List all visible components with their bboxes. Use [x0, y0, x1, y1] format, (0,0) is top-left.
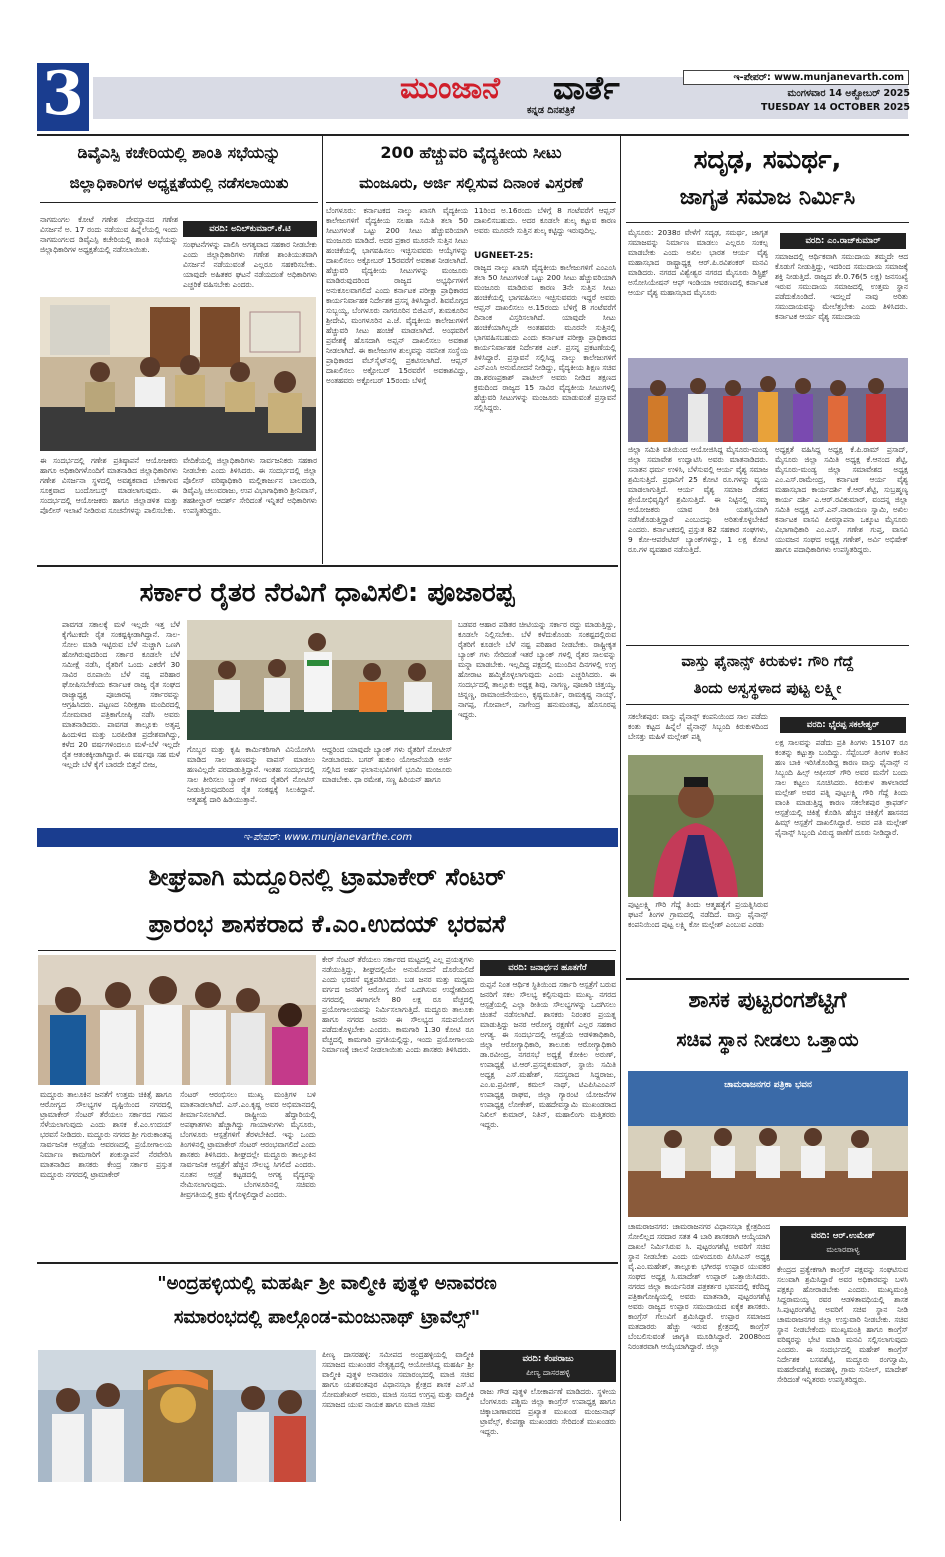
headline: ಜಾಗೃತ ಸಮಾಜ ನಿರ್ಮಿಸಿ [679, 185, 856, 210]
column-divider [322, 136, 323, 564]
body-text: ಪೀಣ್ಯ ದಾಸರಹಳ್ಳಿ: ಸಮೀಪದ ಅಂದ್ರಹಳ್ಳಿಯಲ್ಲಿ ವಾಲ್ಮೀಕಿ ಸಮಾಜದ ಮುಖಂಡರ ನೇತೃತ್ವದಲ್ಲಿ ಆಯೋಜಿಸಿದ್ದ ಮಹರ್ಷಿ ಶ್ರೀ ವಾಲ್ಮೀಕಿ ಪುತ್ಥಳಿ ಅನಾವರಣ ಸಮಾರಂಭದಲ್ಲಿ ಮಾಜಿ ಸಚಿವ ಹಾಗೂ ಯಶವಂತಪುರ ವಿಧಾನಸಭಾ ಕ್ಷೇತ್ರದ ಶಾಸಕ ಎಸ್.ಟಿ ಸೋಮಶೇಖರ್ ಅವರು, ಮಾಜಿ ಸಂಸದ ಉಗ್ರಪ್ಪ ಮತ್ತು ವಾಲ್ಮೀಕಿ ಸಮಾಜದ ಯುವ ನಾಯಕ ಹಾಗೂ ಮಾಜಿ ಸಚಿವ [322, 1350, 474, 1409]
headline: ಪ್ರಾರಂಭ ಶಾಸಕರಾದ ಕೆ.ಎಂ.ಉದಯ್ ಭರವಸೆ [148, 910, 506, 938]
body-text: ರಾಜ್ಯದ ನಾಲ್ಕು ಖಾಸಗಿ ವೈದ್ಯಕೀಯ ಕಾಲೇಜುಗಳಿಗೆ ಎಂಎಂಸಿ ತಲಾ 50 ಸೀಟುಗಳಂತೆ ಒಟ್ಟು 200 ಸೀಟು ಹೆಚ್ಚುವರಿಯಾಗಿ ಮಂಜೂರು ಮಾಡಿರುವ ಕಾರಣ 3ನೇ ಸುತ್ತಿನ ಸೀಟು ಹಂಚಿಕೆಯಲ್ಲಿ ಭಾಗವಹಿಸಲು ಇಚ್ಛಿಸುವವರು ಇದ್ದರೆ ಅವರು ಆಪ್ಷನ್ ದಾಖಲಿಸಲು ಅ.15ರಂದು ಬೆಳಿಗ್ಗೆ 8 ಗಂಟೆವರೆಗೆ ದಿನಾಂಕ ವಿಸ್ತರಿಸಲಾಗಿದೆ. ಯಾವುದೇ ಸೀಟು ಹಂಚಿಕೆಯಾಗಿಲ್ಲದೇ ಅಂತಹವರು ಮೂರನೇ ಸುತ್ತಿನಲ್ಲಿ ಭಾಗವಹಿಸಬಹುದು ಎಂದು ಕರ್ನಾಟಕ ಪರೀಕ್ಷಾ ಪ್ರಾಧಿಕಾರದ ಕಾರ್ಯನಿರ್ವಾಹಕ ನಿರ್ದೇಶಕ ಎಚ್. ಪ್ರಸನ್ನ ಪ್ರಕಟಣೆಯಲ್ಲಿ ತಿಳಿಸಿದ್ದಾರೆ. ಪ್ರಸ್ತಾವನೆ ಸಲ್ಲಿಸಿದ್ದ ನಾಲ್ಕು ಕಾಲೇಜುಗಳಿಗೆ ಎನ್ಎಂಸಿ ಅನುಮೋದನೆ ನೀಡಿದ್ದು, ವೈದ್ಯಕೀಯ ಶಿಕ್ಷಣ ಸಚಿವ ಡಾ.ಶರಣಪ್ರಕಾಶ್ ಪಾಟೀಲ್ ಅವರು ನೀಡಿದ ತಕ್ಷಣದ ಕ್ರಮದಿಂದ ರಾಜ್ಯದ 15 ಸಾವಿರ ವೈದ್ಯಕೀಯ ಸೀಟುಗಳಲ್ಲಿ ಹೆಚ್ಚುವರಿ ಸೀಟುಗಳನ್ನು ಮಂಜೂರು ಮಾಡುವಂತೆ ಪ್ರಸ್ತಾವನೆ ಸಲ್ಲಿಸಿದ್ದರು. [474, 263, 616, 412]
body-text: ರಾಜು ಗೌಡ ಪುತ್ಥಳಿ ಲೋಕಾರ್ಪಣೆ ಮಾಡಿದರು. ಸ್ಥಳೀಯ ಬೆಂಗಳೂರು ಪಶ್ಚಿಮ ಜಿಲ್ಲಾ ಕಾಂಗ್ರೆಸ್ ಉಪಾಧ್ಯಕ್ಷ ಹಾಗೂ ಚಿಕ್ಕಾಬಾಣಾವರದ ಪ್ರಖ್ಯಾತ ಮುಖಂಡ ಮಂಜುನಾಥ್ ಟ್ರಾವೆಲ್ಸ್, ಕೆಂಪಣ್ಣಾ ಮುಖಂಡರು ಸೇರಿದಂತೆ ಮುಖಂಡರು ಇದ್ದರು. [480, 1387, 616, 1436]
divider [37, 565, 618, 567]
subhead: UGNEET-25: [474, 251, 534, 261]
date-english: TUESDAY 14 OCTOBER 2025 [761, 102, 910, 113]
headline: ಸಚಿವ ಸ್ಥಾನ ನೀಡಲು ಒತ್ತಾಯ [676, 1029, 859, 1051]
photo-banner-text: ಚಾಮರಾಜನಗರ ಪತ್ರಿಕಾ ಭವನ [724, 1080, 812, 1090]
epaper-url[interactable]: ಇ-ಪೇಪರ್: www.munjanevarth.com [733, 72, 904, 83]
photo-event [628, 358, 908, 442]
masthead-tagline: ಕನ್ನಡ ದಿನಪತ್ರಿಕೆ [527, 105, 575, 116]
body-text: ಸೆಂಟರ್ ಆರಂಭಿಸಲು ಮುಖ್ಯ ಮಂತ್ರಿಗಳ ಬಳಿ ಮಾತನಾಡಲಾಗಿದೆ. ಎಸ್.ಎಂ.ಕೃಷ್ಣ ಅವರ ಅಭಿಮಾನದಲ್ಲಿ ತೀರ್ಮಾನಿಸಲಾಗಿದೆ. ರಾಷ್ಟ್ರೀಯ ಹೆದ್ದಾರಿಯಲ್ಲಿ ಅಪಘಾತಗಳು ಹೆಚ್ಚಾಗಿದ್ದು ಗಾಯಾಳುಗಳು ಮೈಸೂರು, ಬೆಂಗಳೂರು ಆಸ್ಪತ್ರೆಗಳಿಗೆ ತೆರಳಬೇಕಿದೆ. ಇನ್ನು ಒಂದು ತಿಂಗಳಿನಲ್ಲಿ ಟ್ರಾಮಾಕೇರ್ ಸೆಂಟರ್ ಆರಂಭವಾಗಲಿದೆ ಎಂದು ಶಾಸಕರು ತಿಳಿಸಿದರು. ಶೀಘ್ರದಲ್ಲೇ ಮದ್ದೂರು ತಾಲ್ಲೂಕಿನ ಸಾರ್ವಜನಿಕ ಆಸ್ಪತ್ರೆಗೆ ಹೆಚ್ಚಿನ ಸೌಲಭ್ಯ ಸಿಗಲಿದೆ ಎಂದರು. ನೂತನ ಆಸ್ಪತ್ರೆ ಕಟ್ಟಡದಲ್ಲಿ ಅಗತ್ಯ ವೈದ್ಯರನ್ನು ನೇಮಿಸಲಾಗುವುದು. ಬೆಂಗಳೂರಿನಲ್ಲಿ ಸಚಿವರು ತೀವ್ರಗತಿಯಲ್ಲಿ ಕ್ರಮ ಕೈಗೊಳ್ಳಲಿದ್ದಾರೆ ಎಂದರು. [180, 1090, 316, 1199]
page-number: 3 [42, 59, 84, 129]
body-text: ನಾಗಮಂಗಲ ಕೋಟೆ ಗಣೇಶ ದೇವಸ್ಥಾನದ ಗಣೇಶ ವಿಸರ್ಜನೆ ಅ. 17 ರಂದು ನಡೆಯುವ ಹಿನ್ನೆಲೆಯಲ್ಲಿ ಇಂದು ನಾಗಮಂಗಲದ ಡಿವೈಎಸ್ಪಿ ಕಚೇರಿಯಲ್ಲಿ ಶಾಂತಿ ಸಭೆಯನ್ನು ಜಿಲ್ಲಾಧಿಕಾರಿಗಳ ಅಧ್ಯಕ್ಷತೆಯಲ್ಲಿ ನಡೆಸಲಾಯಿತು. [40, 215, 178, 254]
headline: ಡಿವೈಎಸ್ಪಿ ಕಚೇರಿಯಲ್ಲಿ ಶಾಂತಿ ಸಭೆಯನ್ನು [77, 143, 281, 162]
body-text: ಸಕಲೇಶಪುರ: ವಾಸ್ತು ಫೈನಾನ್ಸ್ ಕಂಪನಿಯಿಂದ ಸಾಲ ಪಡೆದು ಕಂತು ಕಟ್ಟದ ಹಿನ್ನೆಲೆ ಫೈನಾನ್ಸ್ ಸಿಬ್ಬಂದಿ ಕಿರುಕುಳದಿಂದ ಬೇಸತ್ತು ಮಹಿಳೆ ಮಲ್ಲೇಶ್ ಪತ್ನಿ [628, 712, 768, 741]
body-text: ಈ ಸಂದರ್ಭದಲ್ಲಿ ಗಣೇಶ ಪ್ರತಿಷ್ಠಾಪನೆ ಆಯೋಜಕರು ಹಾಗೂ ಅಧಿಕಾರಿಗಳೊಂದಿಗೆ ಮಾತನಾಡಿದ ಜಿಲ್ಲಾಧಿಕಾರಿಗಳು ಗಣೇಶ ವಿಸರ್ಜನಾ ಸ್ಥಳದಲ್ಲಿ ಅವಶ್ಯಕವಾದ ಬೇಕಾಗುವ ಸೂಕ್ತವಾದ ಬಂದೋಬಸ್ತ್ ಮಾಡಲಾಗುವುದು. ಈ ಸಂದರ್ಭದಲ್ಲಿ ಆಯೋಜಕರು ಹಾಗೂ ಜಿಲ್ಲಾಡಳಿತ ಮತ್ತು ಪೊಲೀಸ್ ಇಲಾಖೆ ನೀಡಿರುವ ಸೂಚನೆಗಳನ್ನು ಪಾಲಿಸಬೇಕು. [40, 456, 178, 515]
photo-press-meet [187, 620, 452, 740]
divider [626, 978, 909, 980]
masthead-name-part1: ಮುಂಜಾನೆ [400, 71, 500, 106]
body-text: ಮೈಸೂರು: 2038ರ ವೇಳೆಗೆ ಸದೃಢ, ಸಮರ್ಥ, ಜಾಗೃತ ಸಮಾಜವನ್ನು ನಿರ್ಮಾಣ ಮಾಡಲು ಎಲ್ಲರೂ ಸಂಕಲ್ಪ ಮಾಡಬೇಕು ಎಂದು ಅಖಿಲ ಭಾರತ ಆರ್ಯ ವೈಶ್ಯ ಮಹಾಸಭಾದ ರಾಷ್ಟ್ರಾಧ್ಯಕ್ಷ ಆರ್.ಪಿ.ರವಿಶಂಕರ್ ಮನವಿ ಮಾಡಿದರು. ನಗರದ ವಿಶ್ವೇಶ್ವರ ನಗರದ ಮೈಸೂರು ಡಿಸ್ಟ್ರಿಕ್ಟ್ ಅಸೋಸಿಯೇಷನ್ ಆಫ್ ಇಂಡಿಯಾ ಆವರಣದಲ್ಲಿ ಕರ್ನಾಟಕ ಆರ್ಯ ವೈಶ್ಯ ಮಹಾಸಭಾದ ಮೈಸೂರು [628, 228, 768, 297]
body-text: ಲಕ್ಷ ಸಾಲವನ್ನು ಪಡೆದು ಪ್ರತಿ ತಿಂಗಳು 15107 ರೂ ಕಂತನ್ನು ಕಟ್ಟುತ್ತಾ ಬಂದಿದ್ದು. ಸೆಪ್ಟೆಂಬರ್ ತಿಂಗಳ ಕಂತಿನ ಹಣ ಬಾಕಿ ಇರಿಸಿಕೊಂಡಿದ್ದ ಕಾರಣ ವಾಸ್ತು ಫೈನಾನ್ಸ್ ನ ಸಿಬ್ಬಂದಿ ಹಿಲ್ಸ್ ಆಫೀಸರ್ ಗೌರಿ ಅವರ ಮನೆಗೆ ಬಂದು ಸಾಲ ಕಟ್ಟಲು ಸೂಚಿಸಿದರು. ಕಿರುಕುಳ ತಾಳಲಾರದೆ ಮಲ್ಲೇಶ್ ಅವರ ಪತ್ನಿ ಪುಟ್ಟಲಕ್ಷ್ಮಿ ಗೌರಿ ಗೆದ್ದೆ ತಿಂದು ವಾಂತಿ ಮಾಡುತ್ತಿದ್ದ ಕಾರಣ ಸಕಲೇಶಪುರ ಕ್ರಾಫರ್ಡ್ ಆಸ್ಪತ್ರೆಯಲ್ಲಿ ಚಿಕಿತ್ಸೆ ಕೊಡಿಸಿ ಹೆಚ್ಚಿನ ಚಿಕಿತ್ಸೆಗೆ ಹಾಸನದ ಹಿಮ್ಸ್ ಆಸ್ಪತ್ರೆಗೆ ದಾಖಲಿಸಿದ್ದಾರೆ. ಅವರ ಪತಿ ಮಲ್ಲೇಶ್ ಫೈನಾನ್ಸ್ ಸಿಬ್ಬಂದಿ ವಿರುದ್ಧ ಠಾಣೆಗೆ ದೂರು ನೀಡಿದ್ದಾರೆ. [775, 738, 908, 837]
byline [780, 1226, 906, 1260]
divider [326, 202, 616, 203]
body-text: ಜಿಲ್ಲಾ ಸಮಿತಿ ವತಿಯಿಂದ ಆಯೋಜಿಸಿದ್ದ ಮೈಸೂರು-ಮಂಡ್ಯ ಜಿಲ್ಲಾ ಸಮಾವೇಶ ಉದ್ಘಾಟಿಸಿ ಅವರು ಮಾತನಾಡಿದರು. ಸನಾತನ ಧರ್ಮ ಉಳಿಸಿ, ಬೆಳೆಸುವಲ್ಲಿ ಆರ್ಯ ವೈಶ್ಯ ಸಮಾಜ ಶ್ರಮಿಸುತ್ತಿದೆ. ಪ್ರಧಾನಿಗೆ 25 ಕೋಟಿ ರೂ.ಗಳನ್ನು ವ್ಯಯ ಮಾಡಲಾಗುತ್ತಿದೆ. ಆರ್ಯ ವೈಶ್ಯ ಸಮಾಜ ದೇಶದ ಶ್ರೇಯೋಭಿವೃದ್ಧಿಗೆ ಶ್ರಮಿಸುತ್ತಿದೆ. ಈ ನಿಟ್ಟಿನಲ್ಲಿ ನಮ್ಮ ಆಯೋಜಕರು ಯಾವ ರೀತಿ ಯಶಸ್ವಿಯಾಗಿ ನಡೆಸಿಕೊಡುತ್ತಿದ್ದಾರೆ ಎಂಬುದನ್ನು ಅರಿತುಕೊಳ್ಳಬೇಕಿದೆ ಎಂದರು. ಕರ್ನಾಟಕದಲ್ಲಿ ಪ್ರಸ್ತುತ 82 ಸಹಕಾರ ಸಂಘಗಳು, 9 ಕೋ-ಆಪರೇಟಿವ್ ಬ್ಯಾಂಕ್‌ಗಳಿದ್ದು, 1 ಲಕ್ಷ ಕೋಟಿ ರೂ.ಗಳ ವ್ಯವಹಾರ ನಡೆಸುತ್ತಿದೆ. [628, 445, 768, 554]
photo-woman [628, 755, 763, 897]
body-text: ಗೊಬ್ಬರ ಮತ್ತು ಕೃಷಿ ಕಾರ್ಮಿಕರಿಗಾಗಿ ವಿನಿಯೋಗಿಸಿ ಮಾಡಿದ ಸಾಲ ಹಣವನ್ನು ವಾಪಸ್ ಮಾಡಲು ಹಣವಿಲ್ಲದೇ ಪರದಾಡುತ್ತಿದ್ದಾನೆ. ಇಂತಹ ಸಂದರ್ಭದಲ್ಲಿ ಸಾಲ ತೀರಿಸಲು ಬ್ಯಾಂಕ್ ಗಳಿಂದ ರೈತರಿಗೆ ನೋಟಿಸ್ ನೀಡುತ್ತಿರುವುದರಿಂದ ರೈತ ಸಂಕಷ್ಟಕ್ಕೆ ಸಿಲುಕಿದ್ದಾನೆ. ಆತ್ಮಹತ್ಯೆ ದಾರಿ ಹಿಡಿಯುತ್ತಾನೆ. [187, 745, 315, 804]
headline: ಶೀಘ್ರವಾಗಿ ಮದ್ದೂರಿನಲ್ಲಿ ಟ್ರಾಮಾಕೇರ್ ಸೆಂಟರ್ [148, 863, 506, 891]
photo-meeting [40, 297, 316, 451]
headline: ಜಿಲ್ಲಾಧಿಕಾರಿಗಳ ಅಧ್ಯಕ್ಷತೆಯಲ್ಲಿ ನಡೆಸಲಾಯಿತು [69, 174, 289, 192]
body-text: ಬಡವರ ಆಹಾರ ಪಡಿತರ ಚೀಟಿಯನ್ನು ಸರ್ಕಾರ ರದ್ದು ಮಾಡುತ್ತಿದ್ದು, ಕೂಡಲೇ ನಿಲ್ಲಿಸಬೇಕು. ಬೆಳೆ ಕಳೆದುಕೊಂಡು ಸಂಕಷ್ಟದಲ್ಲಿರುವ ರೈತರಿಗೆ ಕೂಡಲೇ ಬೆಳೆ ನಷ್ಟ ಪರಿಹಾರ ನೀಡಬೇಕು. ರಾಷ್ಟ್ರೀಕೃತ ಬ್ಯಾಂಕ್ ಗಳು ಸೇರಿದಂತೆ ಇತರೆ ಬ್ಯಾಂಕ್ ಗಳಲ್ಲಿ ರೈತರ ಸಾಲವನ್ನು ಮನ್ನಾ ಮಾಡಬೇಕು. ಇಲ್ಲದಿದ್ದ ಪಕ್ಷದಲ್ಲಿ ಮುಂದಿನ ದಿನಗಳಲ್ಲಿ ಉಗ್ರ ಹೋರಾಟ ಹಮ್ಮಿಕೊಳ್ಳಲಾಗುವುದು ಎಂದು ಎಚ್ಚರಿಸಿದರು. ಈ ಸಂದರ್ಭದಲ್ಲಿ ತಾಲ್ಲೂಕು ಅಧ್ಯಕ್ಷ ಶಿವು, ನಾಗಣ್ಣ, ಪೂಜಾರಿ ಚಿತ್ತಯ್ಯ, ಚಿನ್ನಣ್ಣ, ರಾಮಾಂಜಿನೇಯಲು, ಕೃಷ್ಣಮೂರ್ತಿ, ರಾಮಕೃಷ್ಣ ನಾಯ್ಕ್, ನಾಗಪ್ಪ, ಗೋಪಾಲ್, ನಾಗೇಂದ್ರ ಹನುಮಂತಪ್ಪ, ಹೊಸೂರಪ್ಪ ಇದ್ದರು. [458, 620, 616, 719]
body-text: ಕೇರ್ ಸೆಂಟರ್ ತೆರೆಯಲು ಸರ್ಕಾರದ ಮಟ್ಟದಲ್ಲಿ ಎಲ್ಲ ಪ್ರಯತ್ನಗಳು ನಡೆಯುತ್ತಿದ್ದು, ಶೀಘ್ರದಲ್ಲಿಯೇ ಅನುಮೋದನೆ ದೊರೆಯಲಿದೆ ಎಂದು ಭರವಸೆ ವ್ಯಕ್ತಪಡಿಸಿದರು. ಬಡ ಜನರ ಮತ್ತು ಮಧ್ಯಮ ವರ್ಗದ ಜನರಿಗೆ ಆರೋಗ್ಯ ಸೇವೆ ಒದಗಿಸುವ ಉದ್ದೇಶದಿಂದ ನಗರದಲ್ಲಿ ಈಗಾಗಲೇ 80 ಲಕ್ಷ ರೂ ವೆಚ್ಚದಲ್ಲಿ ಪ್ರಯೋಗಾಲಯವನ್ನು ನಿರ್ಮಿಸಲಾಗುತ್ತಿದೆ. ಮದ್ದೂರು ತಾಲೂಕು ಹಾಗೂ ನಗರದ ಜನರು ಈ ಸೌಲಭ್ಯದ ಸದುಪಯೋಗ ಪಡೆದುಕೊಳ್ಳಬೇಕು ಎಂದರು. ಕಾಮಗಾರಿ 1.30 ಕೋಟಿ ರೂ ವೆಚ್ಚದಲ್ಲಿ ಕಾಮಗಾರಿ ಪ್ರಗತಿಯಲ್ಲಿದ್ದು, ಇಂದು ಪ್ರಯೋಗಾಲಯ ನಿರ್ಮಾಣಕ್ಕೆ ಚಾಲನೆ ನೀಡಲಾಯಿತು ಎಂದು ಶಾಸಕರು ತಿಳಿಸಿದರು. [322, 955, 474, 1054]
headline: ಸಮಾರಂಭದಲ್ಲಿ ಪಾಲ್ಗೊಂಡ-ಮಂಜುನಾಥ್ ಟ್ರಾವೆಲ್ಸ್" [173, 1307, 481, 1328]
byline-name: ವರದಿ: ಆರ್.ಉಮೇಶ್ [810, 1231, 876, 1241]
body-text: ಆದ್ದರಿಂದ ಯಾವುದೇ ಬ್ಯಾಂಕ್ ಗಳು ರೈತರಿಗೆ ನೋಟೀಸ್ ನೀಡಬಾರದು. ಬಗರ್ ಹುಕುಂ ಯೋಜನೆಯಡಿ ಅರ್ಜಿ ಸಲ್ಲಿಸಿದ ಅರ್ಹ ಫಲಾನುಭವಿಗಳಿಗೆ ಭೂಮಿ ಮಂಜೂರು ಮಾಡಬೇಕು. ಧಾ ರಮೇಶ, ಸಣ್ಣ ಹಿರಿಯನ್ ಹಾಗೂ [322, 745, 452, 784]
headline: ಮಂಜೂರು, ಅರ್ಜಿ ಸಲ್ಲಿಸುವ ದಿನಾಂಕ ವಿಸ್ತರಣೆ [359, 174, 583, 192]
headline: ಶಾಸಕ ಪುಟ್ಟರಂಗಶೆಟ್ಟಿಗೆ [688, 988, 847, 1013]
divider [626, 645, 909, 646]
byline: ವರದಿ: ಜನಾರ್ಧನ ಹೂತಗೆರೆ [480, 960, 615, 976]
byline: ವರದಿ: ಎಂ.ರಾಜ್‌ಕುಮಾರ್ [780, 233, 906, 249]
byline-place: ಪೀಣ್ಯ ದಾಸರಹಳ್ಳಿ [526, 1368, 570, 1377]
body-text: ಚಾಮರಾಜನಗರ: ಚಾಮರಾಜನಗರ ವಿಧಾನಸಭಾ ಕ್ಷೇತ್ರದಿಂದ ಸೋಲಿಲ್ಲದ ಸರದಾರ ಸತತ 4 ಬಾರಿ ಶಾಸಕರಾಗಿ ಆಯ್ಕೆಯಾಗಿ ದಾಖಲೆ ನಿರ್ಮಿಸಿರುವ ಸಿ. ಪುಟ್ಟರಂಗಶೆಟ್ಟಿ ಅವರಿಗೆ ಸಚಿವ ಸ್ಥಾನ ನೀಡಬೇಕು ಎಂದು ಯಳಂದೂರು ಪಿಸಿಸಿಎಸ್ ಅಧ್ಯಕ್ಷ ವೈ.ಎಂ.ಮಹೇಶ್, ತಾಲ್ಲೂಕು ಭಗೀರಥ ಉಪ್ಪಾರ ಯುವಕರ ಸಂಘದ ಅಧ್ಯಕ್ಷ ಸಿ.ಮಾದೇಶ್ ಉಪ್ಪಾರ್ ಒತ್ತಾಯಿಸಿದರು. ನಗರದ ಜಿಲ್ಲಾ ಕಾರ್ಯನಿರತ ಪತ್ರಕರ್ತರ ಭವನದಲ್ಲಿ ಕರೆದಿದ್ದ ಪತ್ರಿಕಾಗೋಷ್ಠಿಯಲ್ಲಿ ಅವರು ಮಾತನಾಡಿ, ಪುಟ್ಟರಂಗಶೆಟ್ಟಿ ಅವರು ರಾಜ್ಯದ ಉಪ್ಪಾರ ಸಮುದಾಯದ ಏಕೈಕ ಶಾಸಕರು. ಕಾಂಗ್ರೆಸ್ ಗೆಲುವಿಗೆ ಶ್ರಮಿಸಿದ್ದಾರೆ. ಉಪ್ಪಾರ ಸಮಾಜದ ಮತದಾರರು ಹೆಚ್ಚು ಇರುವ ಕ್ಷೇತ್ರದಲ್ಲಿ ಕಾಂಗ್ರೆಸ್ ಬೆಂಬಲಿಸುವಂತೆ ಜಾಗೃತಿ ಮೂಡಿಸಿದ್ದಾರೆ. 2008ರಿಂದ ನಿರಂತರವಾಗಿ ಆಯ್ಕೆಯಾಗಿದ್ದಾರೆ. ಜಿಲ್ಲಾ [628, 1222, 770, 1351]
headline: ಸರ್ಕಾರ ರೈತರ ನೆರವಿಗೆ ಧಾವಿಸಲಿ: ಪೂಜಾರಪ್ಪ [139, 578, 515, 608]
body-text: ಬೆಂಗಳೂರು: ಕರ್ನಾಟಕದ ನಾಲ್ಕು ಖಾಸಗಿ ವೈದ್ಯಕೀಯ ಕಾಲೇಜುಗಳಿಗೆ ವೈದ್ಯಕೀಯ ಸಲಹಾ ಸಮಿತಿ ತಲಾ 50 ಸೀಟುಗಳಂತೆ ಒಟ್ಟು 200 ಸೀಟು ಹೆಚ್ಚುವರಿಯಾಗಿ ಮಂಜೂರು ಮಾಡಿದೆ. ಅದರ ಪ್ರಕಾರ ಮೂರನೇ ಸುತ್ತಿನ ಸೀಟು ಹಂಚಿಕೆಯಲ್ಲಿ ಭಾಗವಹಿಸಲು ಇಚ್ಛಿಸುವವರು ಆಯ್ಕೆಗಳನ್ನು ದಾಖಲಿಸಲು ಅಕ್ಟೋಬರ್ 15ರವರೆಗೆ ಅವಕಾಶ ನೀಡಲಾಗಿದೆ. ಹೆಚ್ಚುವರಿ ವೈದ್ಯಕೀಯ ಸೀಟುಗಳನ್ನು ಮಂಜೂರು ಮಾಡಿರುವುದರಿಂದ ರಾಜ್ಯದ ಅಭ್ಯರ್ಥಿಗಳಿಗೆ ಅನುಕೂಲವಾಗಲಿದೆ ಎಂದು ಕರ್ನಾಟಕ ಪರೀಕ್ಷಾ ಪ್ರಾಧಿಕಾರದ ಕಾರ್ಯನಿರ್ವಾಹಕ ನಿರ್ದೇಶಕ ಪ್ರಸನ್ನ ತಿಳಿಸಿದ್ದಾರೆ. ಶಿವಮೊಗ್ಗದ ಸುಬ್ಬಯ್ಯ, ಬೆಂಗಳೂರು ನಾಗರೂರಿನ ಬಿಜಿಎಸ್, ತುಮಕೂರಿನ ಶ್ರೀದೇವಿ, ಮಂಗಳೂರಿನ ಎ.ಜೆ. ವೈದ್ಯಕೀಯ ಕಾಲೇಜುಗಳಿಗೆ ಹೆಚ್ಚುವರಿ ಸೀಟು ಹಂಚಿಕೆ ಮಾಡಲಾಗಿದೆ. ಅಂಥವರಿಗೆ ಪ್ರವೇಶಕ್ಕೆ ಹೊಸದಾಗಿ ಅಪ್ಷನ್ ದಾಖಲಿಸಲು ಅವಕಾಶ ನೀಡಲಾಗಿದೆ. ಈ ಕಾಲೇಜುಗಳ ಶುಲ್ಕವನ್ನು ನವನೀತ ಸಂಸ್ಥೆಯ ಪ್ರಾಧಿಕಾರದ ವೆಬ್‌ಸೈಟ್‌ನಲ್ಲಿ ಪ್ರಕಟಿಸಲಾಗಿದೆ. ಆಪ್ಷನ್ ದಾಖಲಿಸಲು ಅಕ್ಟೋಬರ್ 15ರವರೆಗೆ ಅವಕಾಶವಿದ್ದು, ಅಂತಹವರು ಅಕ್ಟೋಬರ್ 15ರಂದು ಬೆಳಿಗ್ಗೆ [326, 206, 468, 385]
masthead-rule [37, 134, 909, 136]
divider [626, 704, 909, 705]
epaper-strip-text[interactable]: ಇ-ಪೇಪರ್: www.munjanevarthe.com [242, 832, 413, 843]
body-text: ಪುಟ್ಟಲಕ್ಷ್ಮಿ ಗೌರಿ ಗೆದ್ದೆ ತಿಂದು ಆತ್ಮಹತ್ಯೆಗೆ ಪ್ರಯತ್ನಿಸಿರುವ ಘಟನೆ ತಿಂಗಳ ಗ್ರಾಮದಲ್ಲಿ ನಡೆದಿದೆ. ವಾಸ್ತು ಫೈನಾನ್ಸ್ ಕಂಪನಿಯಿಂದ ಪುಟ್ಟ ಲಕ್ಷ್ಮಿ ಕೋ ಮಲ್ಲೇಶ್ ಎಂಬುವ ಎರಡು [628, 900, 768, 929]
body-text: ಕೇಂದ್ರದ ಪ್ರತ್ಯೇಕಗಾಗಿ ಕಾಂಗ್ರೆಸ್ ಪಕ್ಷವನ್ನು ಸಂಘಟಿಸುವ ಸಲುವಾಗಿ ಶ್ರಮಿಸಿದ್ದಾರೆ ಅವರ ಅಧಿಕಾರವನ್ನು ಬಳಸಿ ಪಕ್ಷಕ್ಕೂ ಹೋರಾಡಬೇಕು ಎಂದರು. ಮುಖ್ಯಮಂತ್ರಿ ಸಿದ್ದರಾಮಯ್ಯ ರವರ ಆಡಳಿತಾವಧಿಯಲ್ಲಿ ಶಾಸಕ ಸಿ.ಪುಟ್ಟರಂಗಶೆಟ್ಟಿ ಅವರಿಗೆ ಸಚಿವ ಸ್ಥಾನ ನೀಡಿ ಚಾಮರಾಜನಗರ ಜಿಲ್ಲಾ ಉಸ್ತುವಾರಿ ನೀಡಬೇಕು. ಸಚಿವ ಸ್ಥಾನ ನೀಡಬೇಕೆಂದು ಮುಖ್ಯಮಂತ್ರಿ ಹಾಗೂ ಕಾಂಗ್ರೆಸ್ ವರಿಷ್ಠರನ್ನು ಭೇಟಿ ಮಾಡಿ ಮನವಿ ಸಲ್ಲಿಸಲಾಗುವುದು ಎಂದರು. ಈ ಸಂದರ್ಭದಲ್ಲಿ ಮಹೇಶ್ ಕಾಂಗ್ರೆಸ್ ನಿರ್ದೇಶಕ ಬಸವಶೆಟ್ಟಿ, ಮದ್ದೂರು ರಂಗಸ್ವಾಮಿ, ಮಹದೇವಶೆಟ್ಟಿ ಕಂದಹಳ್ಳಿ, ಗ್ರಾಮ ಸುನೀಲ್, ಮಾದೇಶ್ ಸೇರಿದಂತೆ ಇನ್ನಿತರರು ಉಪಸ್ಥಿತರಿದ್ದರು. [777, 1265, 908, 1384]
byline [480, 1350, 616, 1382]
body-text: ರುಪ್ಪನೆ ನಿಂತ ಆರ್ಥಿಕ ಸ್ಥಿತಿಯಿಂದ ಸರ್ಕಾರಿ ಆಸ್ಪತ್ರೆಗೆ ಬರುವ ಜನರಿಗೆ ಸಕಲ ಸೌಲಭ್ಯ ಕಲ್ಪಿಸುವುದು ಮುಖ್ಯ. ನಗರದ ಆಸ್ಪತ್ರೆಯಲ್ಲಿ ಎಲ್ಲಾ ರೀತಿಯ ಸೌಲಭ್ಯಗಳನ್ನು ಒದಗಿಸಲು ಚಿಂತನೆ ನಡೆಸಲಾಗಿದೆ. ಶಾಸಕರು ನಿರಂತರ ಪ್ರಯತ್ನ ಮಾಡುತ್ತಿದ್ದು ಜನರ ಆರೋಗ್ಯ ರಕ್ಷಣೆಗೆ ಎಲ್ಲರ ಸಹಕಾರ ಅಗತ್ಯ. ಈ ಸಂದರ್ಭದಲ್ಲಿ ಆಸ್ಪತ್ರೆಯ ಆಡಳಿತಾಧಿಕಾರಿ, ಜಿಲ್ಲಾ ಆರೋಗ್ಯಾಧಿಕಾರಿ, ತಾಲೂಕು ಆರೋಗ್ಯಾಧಿಕಾರಿ ಡಾ.ರವೀಂದ್ರ, ನಗರಸಭೆ ಅಧ್ಯಕ್ಷೆ ಕೋಕಿಲ ಅರುಣ್, ಉಪಾಧ್ಯಕ್ಷೆ ಟಿ.ಆರ್.ಪ್ರಸನ್ನಕುಮಾರ್, ಸ್ಥಾಯಿ ಸಮಿತಿ ಅಧ್ಯಕ್ಷ ಎಸ್.ಮಹೇಶ್, ಸದಸ್ಯರಾದ ಸಿದ್ದರಾಜು, ಎಂ.ಐ.ಪ್ರವೀಣ್, ಕಮಲ್ ನಾಥ್, ಟಿಎಪಿಸಿಎಂಎಸ್ ಉಪಾಧ್ಯಕ್ಷ ರಾಘವ, ಜಿಲ್ಲಾ ಗ್ಯಾರಂಟಿ ಯೋಜನೆಗಳ ಉಪಾಧ್ಯಕ್ಷ ಲೋಕೇಶ್, ಮಹದೇವಸ್ವಾಮಿ ಮುಖಂಡರಾದ ನಿಖಿಲ್ ಕುಮಾರ್, ನಿತಿನ್, ಮಹಾಲಿಂಗು ಮತ್ತಿತರರು ಇದ್ದರು. [480, 980, 616, 1129]
masthead-name-part2: ವಾರ್ತೆ [553, 69, 620, 107]
divider [626, 222, 909, 223]
body-text: ಸಮಾಜದಲ್ಲಿ ಆರ್ಥಿಕವಾಗಿ ಸಮುದಾಯ ತಮ್ಮದೇ ಆದ ಕೊಡುಗೆ ನೀಡುತ್ತಿದ್ದು, ಇದರಿಂದ ಸಮುದಾಯ ಸಮಾಜಕ್ಕೆ ಶಕ್ತಿ ನೀಡುತ್ತಿದೆ. ರಾಜ್ಯದ ಶೇ.0.76(5 ಲಕ್ಷ) ಜನಸಂಖ್ಯೆ ಇರುವ ಸಮುದಾಯ ಸಮಾಜದಲ್ಲಿ ಉತ್ತಮ ಸ್ಥಾನ ಪಡೆದುಕೊಂಡಿದೆ. ಇದಲ್ಲದೆ ನಾವು ಅರಿತು ಸಮುದಾಯವನ್ನು ಮೇಲೆತ್ತಬೇಕು ಎಂದು ತಿಳಿಸಿದರು. ಕರ್ನಾಟಕ ಆರ್ಯ ವೈಶ್ಯ ಸಮುದಾಯ [775, 252, 908, 321]
body-text: ಅಧ್ಯಕ್ಷತೆ ವಹಿಸಿದ್ದ ಅಧ್ಯಕ್ಷ ಕೆ.ಪಿ.ರಾಮ್ ಪ್ರಸಾದ್, ಮೈಸೂರು ಜಿಲ್ಲಾ ಸಮಿತಿ ಅಧ್ಯಕ್ಷ ಕೆ.ಆನಂದ ಶೆಟ್ಟಿ, ಮೈಸೂರು-ಮಂಡ್ಯ ಜಿಲ್ಲಾ ಸಮಾವೇಶದ ಅಧ್ಯಕ್ಷ ಎಂ.ಎಸ್.ರಾಮೇಂದ್ರ, ಕರ್ನಾಟಕ ಆರ್ಯ ವೈಶ್ಯ ಮಹಾಸಭಾದ ಕಾರ್ಯದರ್ಶಿ ಕೆ.ಆರ್.ಶೆಟ್ಟಿ, ಸುಬ್ರಹ್ಮಣ್ಯ ಕಾರ್ಯ ದರ್ಶಿ ಎ.ಆರ್.ರವಿಕುಮಾರ್, ವಂದನ್ನ ಜಿಲ್ಲಾ ಸಮಿತಿ ಅಧ್ಯಕ್ಷ ಎಸ್.ಎನ್.ನಾರಾಯಣ ಸ್ವಾಮಿ, ಅಖಿಲ ಕರ್ನಾಟಕ ವಾಸವಿ ಪೀಠಸ್ಥಾಪನಾ ಒಕ್ಕೂಟ ಮೈಸೂರು ವಿಭಾಗಾಧಿಕಾರಿ ಎಂ.ಎಸ್. ಗಣೇಶ ಗುಪ್ತ, ವಾಸವಿ ಯುವಜನ ಸಂಘದ ಅಧ್ಯಕ್ಷ ಗಣೇಶ್, ಅರ್ವಿ ಅಭಿಷೇಕ್ ಹಾಗೂ ಪದಾಧಿಕಾರಿಗಳು ಉಪಸ್ಥಿತರಿದ್ದರು. [775, 445, 908, 554]
column-divider [620, 136, 621, 1521]
byline: ವರದಿ: ಅನಿಲ್‌ಕುಮಾರ್.ಕೆ.ಟಿ [183, 221, 317, 237]
headline: 200 ಹೆಚ್ಚುವರಿ ವೈದ್ಯಕೀಯ ಸೀಟು [380, 143, 562, 162]
divider [37, 1262, 618, 1264]
byline-place: ಮಲಾರಪಾಳ್ಯ [826, 1245, 860, 1254]
headline: "ಅಂದ್ರಹಳ್ಳಿಯಲ್ಲಿ ಮಹರ್ಷಿ ಶ್ರೀ ವಾಲ್ಮೀಕಿ ಪುತ್ಥಳಿ ಅನಾವರಣ [157, 1273, 497, 1294]
date-kannada: ಮಂಗಳವಾರ 14 ಅಕ್ಟೋಬರ್ 2025 [787, 88, 910, 99]
headline: ತಿಂದು ಅಸ್ವಸ್ಥಳಾದ ಪುಟ್ಟ ಲಕ್ಷ್ಮೀ [693, 679, 842, 697]
body-text: 11ರಿಂದ ಅ.16ರಂದು ಬೆಳಿಗ್ಗೆ 8 ಗಂಟೆವರೆಗೆ ಆಪ್ಷನ್ ದಾಖಲಿಸಬಹುದು. ಅದರ ಕೂಡಲೇ ಶುಲ್ಕ ಕಟ್ಟುವ ಕಾರಣ ಅವರು ಮೂರನೇ ಸುತ್ತಿನ ಶುಲ್ಕ ಕಟ್ಟಿದ್ದು ಇರುವುದಿಲ್ಲ. [474, 206, 616, 235]
body-text: ಸಂಘಟನೆಗಳನ್ನು ಪಾಲಿಸಿ ಅಗತ್ಯವಾದ ಸಹಕಾರ ನೀಡಬೇಕು ಎಂದು ಜಿಲ್ಲಾಧಿಕಾರಿಗಳು ಗಣೇಶ ಶಾಂತಿಯುತವಾಗಿ ವಿಸರ್ಜನೆ ನಡೆಯುವಂತೆ ಎಲ್ಲರೂ ಸಹಕರಿಸಬೇಕು. ಯಾವುದೇ ಅಹಿತಕರ ಘಟನೆ ನಡೆಯದಂತೆ ಅಧಿಕಾರಿಗಳು ಎಚ್ಚರಿಕೆ ವಹಿಸಬೇಕು ಎಂದರು. [183, 240, 317, 289]
photo-mla-group [38, 955, 316, 1085]
body-text: ವೇದಿಕೆಯಲ್ಲಿ ಜಿಲ್ಲಾಧಿಕಾರಿಗಳು ಸಾರ್ವಜನಿಕರು ಸಹಕಾರ ನೀಡಬೇಕು ಎಂದು ತಿಳಿಸಿದರು. ಈ ಸಂದರ್ಭದಲ್ಲಿ ಜಿಲ್ಲಾ ಪೊಲೀಸ್ ವರಿಷ್ಠಾಧಿಕಾರಿ ಮಲ್ಲಿಕಾರ್ಜುನ ಬಾಲದಂಡಿ, ಡಿವೈಎಸ್ಪಿ ಚಲುವರಾಜು, ಉಪ ವಿಭಾಗಾಧಿಕಾರಿ ಶ್ರೀನಿವಾಸ್, ತಹಶೀಲ್ದಾರ್ ಆದರ್ಶ್ ಸೇರಿದಂತೆ ಇನ್ನಿತರೆ ಅಧಿಕಾರಿಗಳು ಉಪಸ್ಥಿತರಿದ್ದರು. [183, 456, 317, 515]
masthead [0, 0, 945, 130]
divider [38, 950, 616, 951]
photo-press-hall [628, 1071, 908, 1217]
divider [40, 202, 318, 203]
photo-statue-unveiling [38, 1350, 316, 1482]
headline: ವಾಸ್ತು ಫೈನಾನ್ಸ್ ಕಿರುಕುಳ: ಗೌರಿ ಗೆದ್ದೆ [681, 654, 854, 670]
byline: ವರದಿ: ಭೈರಪ್ಪ ಸಕಲೇಶ್ವರ್ [780, 717, 906, 733]
byline-name: ವರದಿ: ಕೆಂಪರಾಜು [522, 1354, 574, 1364]
body-text: ಪಾವಗಡ ಸಕಾಲಕ್ಕೆ ಮಳೆ ಇಲ್ಲದೇ ಇತ್ತ ಬೆಳೆ ಕೈಗೆಟುಕದೇ ರೈತ ಸಂಕಷ್ಟಕ್ಕೀಡಾಗಿದ್ದಾನೆ. ಸಾಲ-ಸೋಲ ಮಾಡಿ ಇಟ್ಟಿರುವ ಬೆಳೆ ನುಚ್ಚಾಗಿ ಒಣಗಿ ಹೋಗಿರುವುದರಿಂದ ಸರ್ಕಾರ ಕೂಡಲೇ ಬೆಳೆ ಸಮೀಕ್ಷೆ ನಡೆಸಿ, ರೈತರಿಗೆ ಒಂದು ಎಕರೆಗೆ 30 ಸಾವಿರ ರೂಪಾಯಿ ಬೆಳೆ ನಷ್ಟ ಪರಿಹಾರ ಘೋಷಿಸಬೇಕೆಂದು ಕರ್ನಾಟಕ ರಾಜ್ಯ ರೈತ ಸಂಘದ ರಾಜ್ಯಾಧ್ಯಕ್ಷ ಪೂಜಾರಪ್ಪ ಸರ್ಕಾರವನ್ನು ಆಗ್ರಹಿಸಿದರು. ಪಟ್ಟಣದ ನಿರೀಕ್ಷಣಾ ಮಂದಿರದಲ್ಲಿ ಸೋಮವಾರ ಪತ್ರಿಕಾಗೋಷ್ಠಿ ನಡೆಸಿ ಅವರು ಮಾತನಾಡಿದರು. ಪಾವಗಡ ತಾಲ್ಲೂಕು ಅತೃಪ್ತ ಹಿಂದುಳಿದ ಮತ್ತು ಬರಪೀಡಿತ ಪ್ರದೇಶವಾಗಿದ್ದು, ಕಳೆದ 20 ವರ್ಷಗಳಿಂದಲೂ ಮಳೆ-ಬೆಳೆ ಇಲ್ಲದೇ ರೈತ ಆತಂಕಕ್ಕೀಡಾಗಿದ್ದಾರೆ. ಈ ವರ್ಷವೂ ಸಹ ಮಳೆ ಇಲ್ಲದೇ ಬೆಳೆ ಕೈಗೆ ಬಾರದೇ ಬಿತ್ತನೆ ಬೀಜ, [62, 620, 180, 769]
body-text: ಮದ್ದೂರು ತಾಲೂಕಿನ ಜನತೆಗೆ ಉತ್ತಮ ಚಿಕಿತ್ಸೆ ಹಾಗೂ ಆರೋಗ್ಯದ ಸೌಲಭ್ಯಗಳ ದೃಷ್ಟಿಯಿಂದ ನಗರದಲ್ಲಿ ಟ್ರಾಮಾಕೇರ್ ಸೆಂಟರ್ ತೆರೆಯಲು ಸರ್ಕಾರದ ಗಮನ ಸೆಳೆಯಲಾಗುವುದು ಎಂದು ಶಾಸಕ ಕೆ.ಎಂ.ಉದಯ್ ಭರವಸೆ ನೀಡಿದರು. ಮದ್ದೂರು ನಗರದ ಶ್ರೀ ಗುರುಕಾಂತಪ್ಪ ಸಾರ್ವಜನಿಕ ಆಸ್ಪತ್ರೆಯ ಆವರಣದಲ್ಲಿ ಪ್ರಯೋಗಾಲಯ ನಿರ್ಮಾಣ ಕಾಮಗಾರಿಗೆ ಶಂಕುಸ್ಥಾಪನೆ ನೆರವೇರಿಸಿ ಮಾತನಾಡಿದ ಶಾಸಕರು ಕೇಂದ್ರ ಸರ್ಕಾರ ಪ್ರಸ್ತುತ ಮದ್ದೂರು ನಗರದಲ್ಲಿ ಟ್ರಾಮಾಕೇರ್ [40, 1090, 172, 1179]
headline: ಸದೃಢ, ಸಮರ್ಥ, [693, 145, 842, 175]
